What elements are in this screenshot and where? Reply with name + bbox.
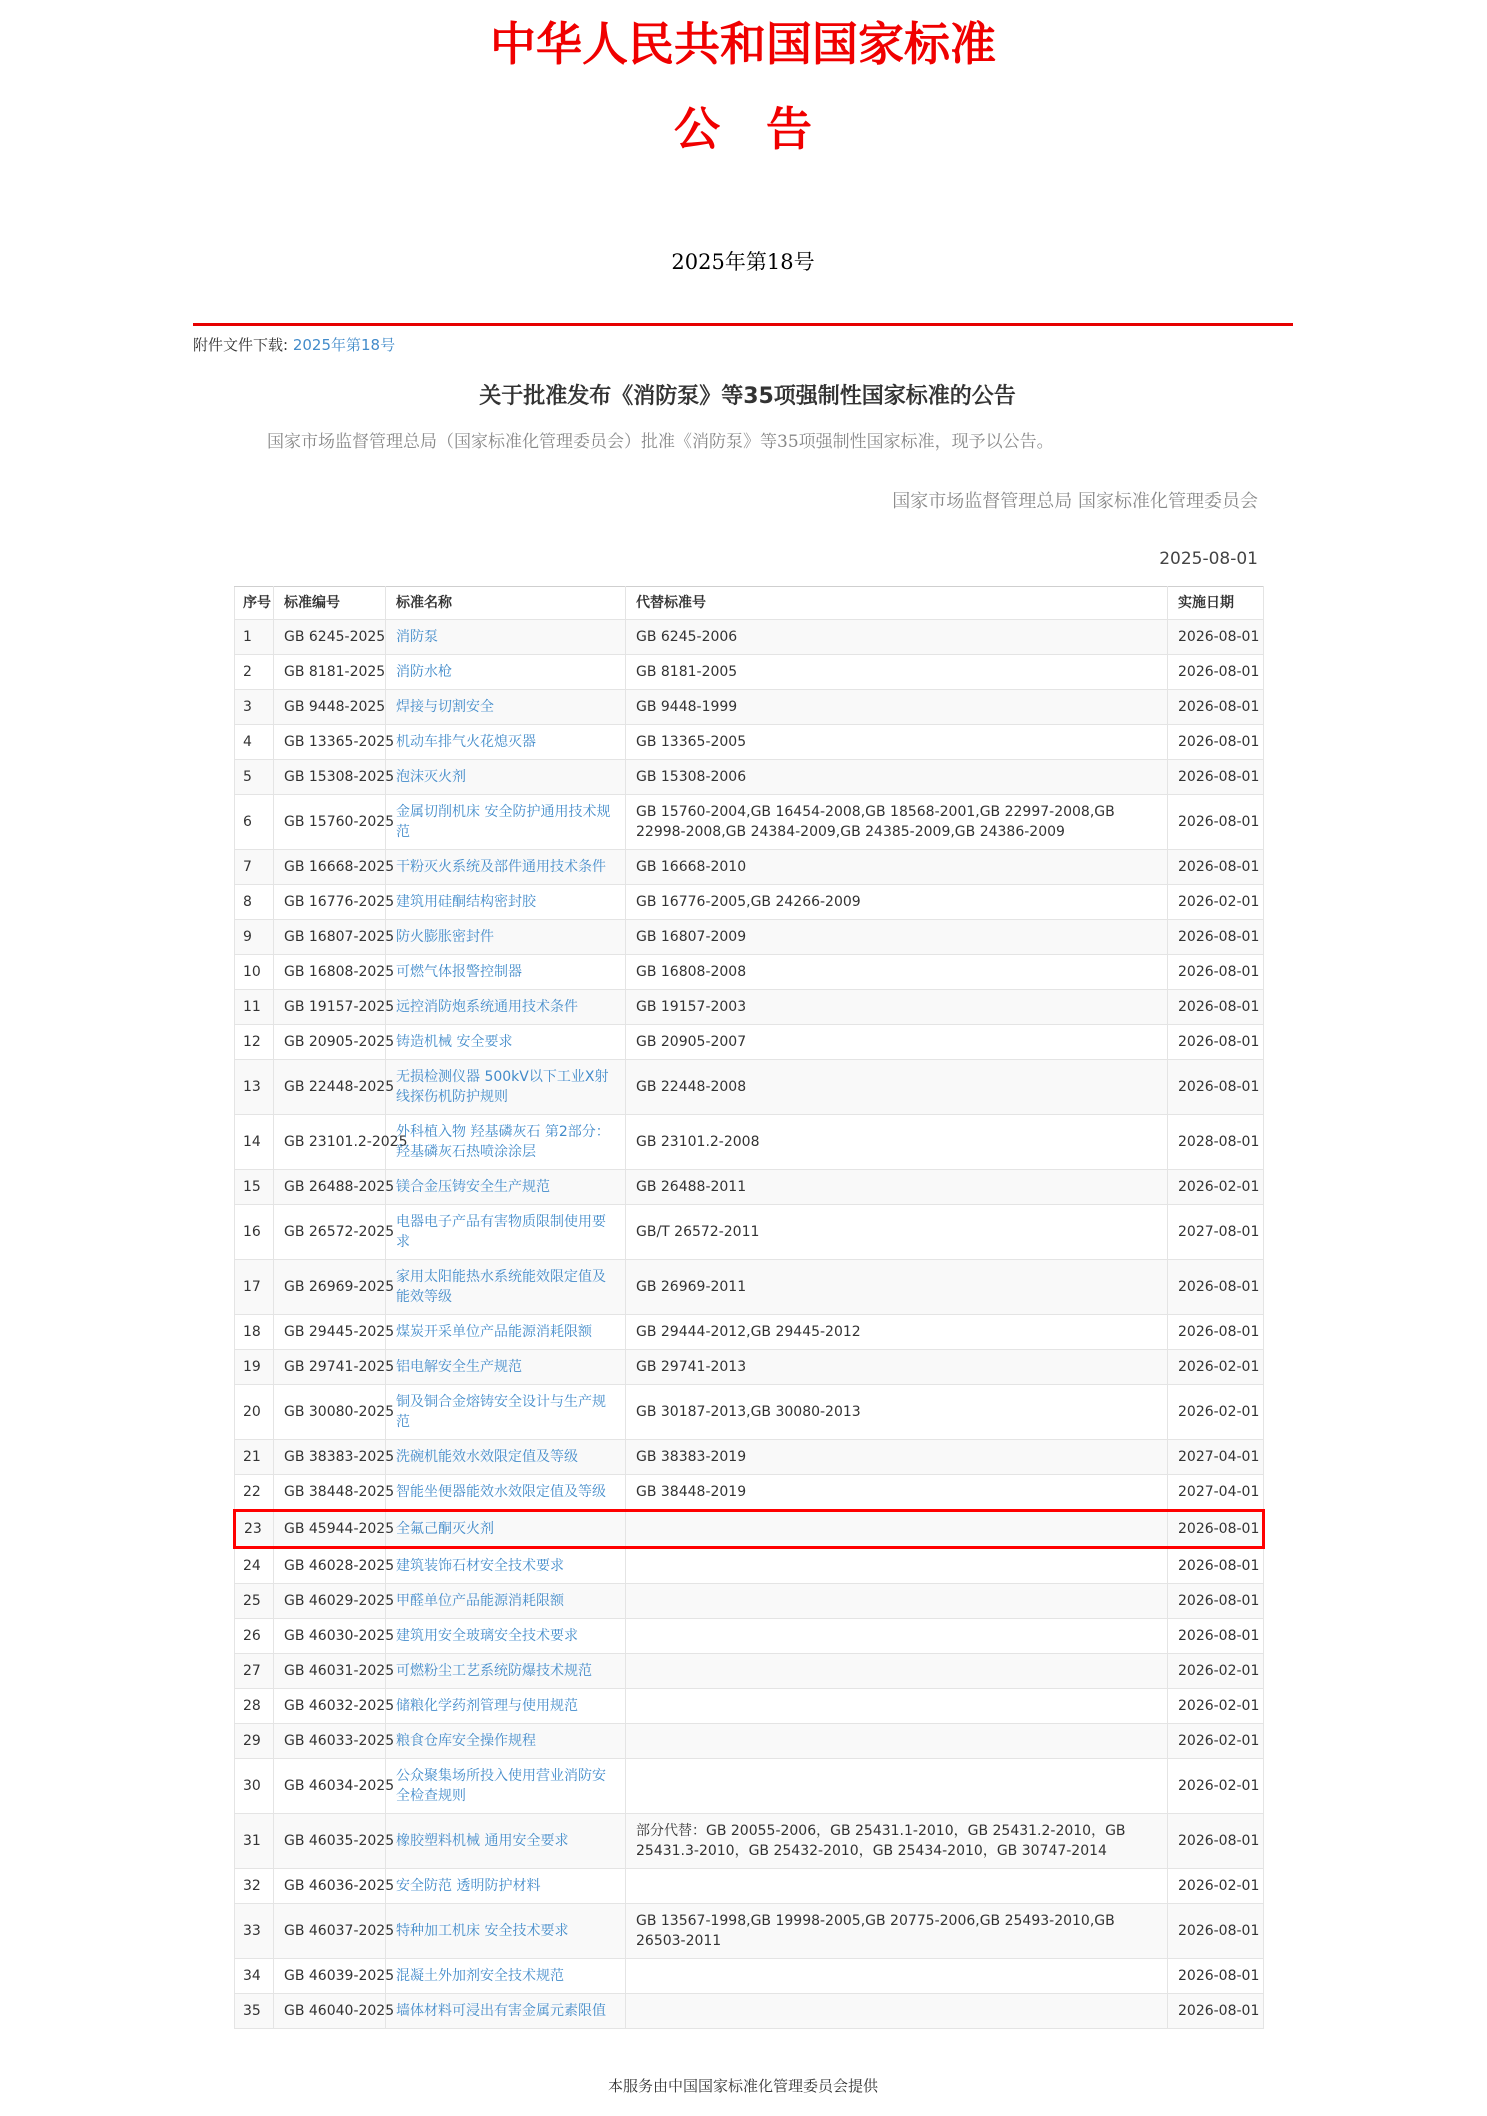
attachment-link[interactable]: 2025年第18号 bbox=[292, 335, 396, 354]
table-row bbox=[235, 1475, 1264, 1511]
code-cell: GB 8181-2025 bbox=[274, 655, 386, 690]
replaces-cell bbox=[626, 1689, 1168, 1724]
table-row bbox=[235, 1440, 1264, 1475]
replaces-cell: GB 20905-2007 bbox=[626, 1025, 1168, 1060]
date-cell: 2026-08-01 bbox=[1168, 620, 1264, 655]
table-row bbox=[235, 1904, 1264, 1959]
code-cell: GB 46039-2025 bbox=[274, 1959, 386, 1994]
code-cell: GB 46028-2025 bbox=[274, 1548, 386, 1584]
name-cell bbox=[386, 1994, 626, 2029]
code-cell: GB 16808-2025 bbox=[274, 955, 386, 990]
standards-table-body bbox=[235, 620, 1264, 2029]
name-cell bbox=[386, 760, 626, 795]
seq-cell: 16 bbox=[235, 1205, 274, 1260]
code-cell: GB 6245-2025 bbox=[274, 620, 386, 655]
standard-name-link[interactable]: 智能坐便器能效水效限定值及等级 bbox=[396, 1484, 606, 1501]
code-cell: GB 46037-2025 bbox=[274, 1904, 386, 1959]
standard-name-link[interactable]: 铝电解安全生产规范 bbox=[396, 1359, 522, 1376]
table-row bbox=[235, 1759, 1264, 1814]
replaces-cell: GB 26488-2011 bbox=[626, 1170, 1168, 1205]
code-cell: GB 16668-2025 bbox=[274, 850, 386, 885]
date-cell: 2026-08-01 bbox=[1168, 920, 1264, 955]
name-cell bbox=[386, 920, 626, 955]
seq-cell: 11 bbox=[235, 990, 274, 1025]
seq-cell: 28 bbox=[235, 1689, 274, 1724]
name-cell bbox=[386, 795, 626, 850]
name-cell bbox=[386, 990, 626, 1025]
code-cell: GB 46030-2025 bbox=[274, 1619, 386, 1654]
standard-name-link[interactable]: 洗碗机能效水效限定值及等级 bbox=[396, 1449, 578, 1466]
announcement-page bbox=[193, 0, 1293, 2116]
standard-name-link[interactable]: 机动车排气火花熄灭器 bbox=[396, 734, 536, 751]
standard-name-link[interactable]: 外科植入物 羟基磷灰石 第2部分：羟基磷灰石热喷涂涂层 bbox=[396, 1124, 610, 1161]
replaces-cell: GB 8181-2005 bbox=[626, 655, 1168, 690]
replaces-cell: GB 16808-2008 bbox=[626, 955, 1168, 990]
standard-name-link[interactable]: 公众聚集场所投入使用营业消防安全检查规则 bbox=[396, 1768, 606, 1805]
code-cell: GB 26969-2025 bbox=[274, 1260, 386, 1315]
standard-name-link[interactable]: 消防泵 bbox=[396, 629, 438, 646]
standard-name-link[interactable]: 干粉灭火系统及部件通用技术条件 bbox=[396, 859, 606, 876]
code-cell: GB 38448-2025 bbox=[274, 1475, 386, 1511]
standard-name-link[interactable]: 电器电子产品有害物质限制使用要求 bbox=[396, 1214, 606, 1251]
standard-name-link[interactable]: 粮食仓库安全操作规程 bbox=[396, 1733, 536, 1750]
code-cell: GB 26572-2025 bbox=[274, 1205, 386, 1260]
code-cell: GB 29741-2025 bbox=[274, 1350, 386, 1385]
name-cell bbox=[386, 1260, 626, 1315]
date-cell: 2026-02-01 bbox=[1168, 1385, 1264, 1440]
table-row bbox=[235, 1869, 1264, 1904]
date-cell: 2026-08-01 bbox=[1168, 1548, 1264, 1584]
date-cell: 2026-08-01 bbox=[1168, 1814, 1264, 1869]
column-header-seq: 序号 bbox=[235, 587, 274, 620]
replaces-cell: GB 15760-2004,GB 16454-2008,GB 18568-2001,GB 22997-2008,GB 22998-2008,GB 24384-2009,GB 24385-2009,GB 24386-2009 bbox=[626, 795, 1168, 850]
code-cell: GB 46031-2025 bbox=[274, 1654, 386, 1689]
code-cell: GB 22448-2025 bbox=[274, 1060, 386, 1115]
issue-number: 2025年第18号 bbox=[671, 249, 815, 274]
table-row bbox=[235, 1959, 1264, 1994]
code-cell: GB 13365-2025 bbox=[274, 725, 386, 760]
replaces-cell: GB 29444-2012,GB 29445-2012 bbox=[626, 1315, 1168, 1350]
name-cell bbox=[386, 725, 626, 760]
replaces-cell bbox=[626, 1584, 1168, 1619]
date-cell: 2026-02-01 bbox=[1168, 1869, 1264, 1904]
replaces-cell bbox=[626, 1994, 1168, 2029]
date-cell: 2026-08-01 bbox=[1168, 795, 1264, 850]
table-row bbox=[235, 620, 1264, 655]
date-cell: 2027-04-01 bbox=[1168, 1475, 1264, 1511]
standard-name-link[interactable]: 甲醛单位产品能源消耗限额 bbox=[396, 1593, 564, 1610]
name-cell bbox=[386, 1385, 626, 1440]
date-cell: 2026-08-01 bbox=[1168, 760, 1264, 795]
notice-body: 国家市场监督管理总局（国家标准化管理委员会）批准《消防泵》等35项强制性国家标准，现予以公告。 bbox=[267, 431, 1054, 452]
seq-cell: 15 bbox=[235, 1170, 274, 1205]
name-cell bbox=[386, 1814, 626, 1869]
date-cell: 2026-08-01 bbox=[1168, 725, 1264, 760]
table-row bbox=[235, 1584, 1264, 1619]
date-cell: 2026-02-01 bbox=[1168, 1654, 1264, 1689]
table-row bbox=[235, 1619, 1264, 1654]
standard-name-link[interactable]: 橡胶塑料机械 通用安全要求 bbox=[396, 1833, 569, 1850]
standard-name-link[interactable]: 镁合金压铸安全生产规范 bbox=[396, 1179, 550, 1196]
publish-date: 2025-08-01 bbox=[1159, 549, 1258, 570]
replaces-cell: GB 19157-2003 bbox=[626, 990, 1168, 1025]
seq-cell: 32 bbox=[235, 1869, 274, 1904]
seq-cell: 35 bbox=[235, 1994, 274, 2029]
standard-name-link[interactable]: 泡沫灭火剂 bbox=[396, 769, 466, 786]
replaces-cell: GB 16776-2005,GB 24266-2009 bbox=[626, 885, 1168, 920]
table-header-row bbox=[235, 587, 1264, 620]
seq-cell: 12 bbox=[235, 1025, 274, 1060]
seq-cell: 30 bbox=[235, 1759, 274, 1814]
seq-cell: 33 bbox=[235, 1904, 274, 1959]
red-divider-line bbox=[193, 323, 1293, 326]
replaces-cell: GB 15308-2006 bbox=[626, 760, 1168, 795]
date-cell: 2026-08-01 bbox=[1168, 1060, 1264, 1115]
standard-name-link[interactable]: 安全防范 透明防护材料 bbox=[396, 1878, 541, 1895]
seq-cell: 21 bbox=[235, 1440, 274, 1475]
announcement-title: 公 告 bbox=[674, 102, 812, 157]
date-cell: 2026-08-01 bbox=[1168, 1584, 1264, 1619]
table-row bbox=[235, 655, 1264, 690]
code-cell: GB 46035-2025 bbox=[274, 1814, 386, 1869]
name-cell bbox=[386, 1115, 626, 1170]
code-cell: GB 46029-2025 bbox=[274, 1584, 386, 1619]
column-header-code: 标准编号 bbox=[274, 587, 386, 620]
code-cell: GB 46033-2025 bbox=[274, 1724, 386, 1759]
name-cell bbox=[386, 1060, 626, 1115]
date-cell: 2026-08-01 bbox=[1168, 690, 1264, 725]
standard-name-link[interactable]: 家用太阳能热水系统能效限定值及能效等级 bbox=[396, 1269, 606, 1306]
replaces-cell: GB 29741-2013 bbox=[626, 1350, 1168, 1385]
table-row bbox=[235, 1025, 1264, 1060]
notice-content bbox=[233, 379, 1262, 2030]
name-cell bbox=[386, 1959, 626, 1994]
date-cell: 2026-08-01 bbox=[1168, 1959, 1264, 1994]
seq-cell: 20 bbox=[235, 1385, 274, 1440]
standard-name-link[interactable]: 金属切削机床 安全防护通用技术规范 bbox=[396, 804, 611, 841]
table-row bbox=[235, 1548, 1264, 1584]
date-cell: 2026-08-01 bbox=[1168, 1260, 1264, 1315]
seq-cell: 14 bbox=[235, 1115, 274, 1170]
seq-cell: 9 bbox=[235, 920, 274, 955]
name-cell bbox=[386, 620, 626, 655]
replaces-cell: GB 38448-2019 bbox=[626, 1475, 1168, 1511]
table-row bbox=[235, 1315, 1264, 1350]
seq-cell: 22 bbox=[235, 1475, 274, 1511]
code-cell: GB 9448-2025 bbox=[274, 690, 386, 725]
table-row bbox=[235, 1385, 1264, 1440]
attachment-label: 附件文件下载: bbox=[193, 335, 289, 354]
seq-cell: 19 bbox=[235, 1350, 274, 1385]
table-row bbox=[235, 725, 1264, 760]
date-cell: 2026-02-01 bbox=[1168, 1724, 1264, 1759]
seq-cell: 6 bbox=[235, 795, 274, 850]
page-title: 中华人民共和国国家标准 bbox=[490, 17, 996, 71]
standard-name-link[interactable]: 建筑用硅酮结构密封胶 bbox=[396, 894, 536, 911]
standard-name-link[interactable]: 无损检测仪器 500kV以下工业X射线探伤机防护规则 bbox=[396, 1069, 609, 1106]
standard-name-link[interactable]: 远控消防炮系统通用技术条件 bbox=[396, 999, 578, 1016]
seq-cell: 24 bbox=[235, 1548, 274, 1584]
name-cell bbox=[386, 850, 626, 885]
table-row bbox=[235, 920, 1264, 955]
replaces-cell bbox=[626, 1654, 1168, 1689]
seq-cell: 18 bbox=[235, 1315, 274, 1350]
code-cell: GB 16807-2025 bbox=[274, 920, 386, 955]
standard-name-link[interactable]: 铜及铜合金熔铸安全设计与生产规范 bbox=[396, 1394, 606, 1431]
date-cell: 2026-08-01 bbox=[1168, 1904, 1264, 1959]
replaces-cell bbox=[626, 1759, 1168, 1814]
standard-name-link[interactable]: 建筑用安全玻璃安全技术要求 bbox=[396, 1628, 578, 1645]
name-cell bbox=[386, 1025, 626, 1060]
standard-name-link[interactable]: 储粮化学药剂管理与使用规范 bbox=[396, 1698, 578, 1715]
replaces-cell: GB 22448-2008 bbox=[626, 1060, 1168, 1115]
code-cell: GB 26488-2025 bbox=[274, 1170, 386, 1205]
date-cell: 2026-08-01 bbox=[1168, 1994, 1264, 2029]
standard-name-link[interactable]: 全氟己酮灭火剂 bbox=[396, 1521, 494, 1538]
standard-name-link[interactable]: 煤炭开采单位产品能源消耗限额 bbox=[396, 1324, 592, 1341]
name-cell bbox=[386, 690, 626, 725]
replaces-cell: GB 6245-2006 bbox=[626, 620, 1168, 655]
date-cell: 2026-02-01 bbox=[1168, 885, 1264, 920]
name-cell bbox=[386, 1869, 626, 1904]
notice-title: 关于批准发布《消防泵》等35项强制性国家标准的公告 bbox=[479, 383, 1016, 409]
seq-cell: 23 bbox=[235, 1511, 274, 1548]
name-cell bbox=[386, 1724, 626, 1759]
date-cell: 2026-02-01 bbox=[1168, 1689, 1264, 1724]
code-cell: GB 15760-2025 bbox=[274, 795, 386, 850]
replaces-cell: 部分代替：GB 20055-2006，GB 25431.1-2010，GB 25431.2-2010，GB 25431.3-2010，GB 25432-2010，GB 25434-2010，GB 30747-2014 bbox=[626, 1814, 1168, 1869]
column-header-replaces: 代替标准号 bbox=[626, 587, 1168, 620]
replaces-cell: GB 13567-1998,GB 19998-2005,GB 20775-2006,GB 25493-2010,GB 26503-2011 bbox=[626, 1904, 1168, 1959]
seq-cell: 34 bbox=[235, 1959, 274, 1994]
date-cell: 2027-08-01 bbox=[1168, 1205, 1264, 1260]
table-row bbox=[235, 1511, 1264, 1548]
standards-table bbox=[233, 586, 1265, 2029]
date-cell: 2026-02-01 bbox=[1168, 1350, 1264, 1385]
table-row bbox=[235, 1654, 1264, 1689]
table-row bbox=[235, 795, 1264, 850]
replaces-cell: GB 16807-2009 bbox=[626, 920, 1168, 955]
standard-name-link[interactable]: 可燃气体报警控制器 bbox=[396, 964, 522, 981]
code-cell: GB 29445-2025 bbox=[274, 1315, 386, 1350]
seq-cell: 2 bbox=[235, 655, 274, 690]
seq-cell: 29 bbox=[235, 1724, 274, 1759]
name-cell bbox=[386, 655, 626, 690]
name-cell bbox=[386, 1654, 626, 1689]
standard-name-link[interactable]: 建筑装饰石材安全技术要求 bbox=[396, 1558, 564, 1575]
name-cell bbox=[386, 1759, 626, 1814]
date-cell: 2026-08-01 bbox=[1168, 1619, 1264, 1654]
code-cell: GB 46032-2025 bbox=[274, 1689, 386, 1724]
seq-cell: 5 bbox=[235, 760, 274, 795]
name-cell bbox=[386, 1904, 626, 1959]
name-cell bbox=[386, 1440, 626, 1475]
table-row bbox=[235, 1205, 1264, 1260]
standard-name-link[interactable]: 焊接与切割安全 bbox=[396, 699, 494, 716]
name-cell bbox=[386, 955, 626, 990]
name-cell bbox=[386, 1584, 626, 1619]
code-cell: GB 46034-2025 bbox=[274, 1759, 386, 1814]
seq-cell: 10 bbox=[235, 955, 274, 990]
name-cell bbox=[386, 1350, 626, 1385]
table-row bbox=[235, 850, 1264, 885]
name-cell bbox=[386, 1315, 626, 1350]
name-cell bbox=[386, 1511, 626, 1548]
issuing-authority-signature: 国家市场监督管理总局 国家标准化管理委员会 bbox=[892, 491, 1258, 513]
seq-cell: 13 bbox=[235, 1060, 274, 1115]
code-cell: GB 46036-2025 bbox=[274, 1869, 386, 1904]
seq-cell: 3 bbox=[235, 690, 274, 725]
replaces-cell: GB 13365-2005 bbox=[626, 725, 1168, 760]
table-row bbox=[235, 885, 1264, 920]
table-row bbox=[235, 1260, 1264, 1315]
code-cell: GB 46040-2025 bbox=[274, 1994, 386, 2029]
table-row bbox=[235, 990, 1264, 1025]
footer-service-note: 本服务由中国国家标准化管理委员会提供 bbox=[607, 2077, 878, 2096]
name-cell bbox=[386, 1205, 626, 1260]
date-cell: 2026-08-01 bbox=[1168, 850, 1264, 885]
table-row bbox=[235, 1170, 1264, 1205]
date-cell: 2028-08-01 bbox=[1168, 1115, 1264, 1170]
code-cell: GB 16776-2025 bbox=[274, 885, 386, 920]
table-row bbox=[235, 1994, 1264, 2029]
date-cell: 2026-08-01 bbox=[1168, 955, 1264, 990]
date-cell: 2026-02-01 bbox=[1168, 1170, 1264, 1205]
name-cell bbox=[386, 1619, 626, 1654]
table-row bbox=[235, 690, 1264, 725]
table-row bbox=[235, 760, 1264, 795]
table-row bbox=[235, 1350, 1264, 1385]
table-row bbox=[235, 1115, 1264, 1170]
seq-cell: 27 bbox=[235, 1654, 274, 1689]
date-cell: 2027-04-01 bbox=[1168, 1440, 1264, 1475]
seq-cell: 17 bbox=[235, 1260, 274, 1315]
attachment-row bbox=[193, 334, 1293, 355]
column-header-name: 标准名称 bbox=[386, 587, 626, 620]
code-cell: GB 19157-2025 bbox=[274, 990, 386, 1025]
seq-cell: 7 bbox=[235, 850, 274, 885]
date-cell: 2026-08-01 bbox=[1168, 1511, 1264, 1548]
date-cell: 2026-08-01 bbox=[1168, 990, 1264, 1025]
name-cell bbox=[386, 1475, 626, 1511]
table-row bbox=[235, 1060, 1264, 1115]
standard-name-link[interactable]: 消防水枪 bbox=[396, 664, 452, 681]
replaces-cell: GB 23101.2-2008 bbox=[626, 1115, 1168, 1170]
standard-name-link[interactable]: 墙体材料可浸出有害金属元素限值 bbox=[396, 2003, 606, 2020]
code-cell: GB 15308-2025 bbox=[274, 760, 386, 795]
standard-name-link[interactable]: 铸造机械 安全要求 bbox=[396, 1034, 513, 1051]
code-cell: GB 20905-2025 bbox=[274, 1025, 386, 1060]
name-cell bbox=[386, 1689, 626, 1724]
table-row bbox=[235, 1724, 1264, 1759]
replaces-cell bbox=[626, 1619, 1168, 1654]
replaces-cell: GB 26969-2011 bbox=[626, 1260, 1168, 1315]
standard-name-link[interactable]: 特种加工机床 安全技术要求 bbox=[396, 1923, 569, 1940]
code-cell: GB 38383-2025 bbox=[274, 1440, 386, 1475]
date-cell: 2026-08-01 bbox=[1168, 1025, 1264, 1060]
replaces-cell: GB 9448-1999 bbox=[626, 690, 1168, 725]
name-cell bbox=[386, 1548, 626, 1584]
standard-name-link[interactable]: 可燃粉尘工艺系统防爆技术规范 bbox=[396, 1663, 592, 1680]
standard-name-link[interactable]: 防火膨胀密封件 bbox=[396, 929, 494, 946]
replaces-cell bbox=[626, 1548, 1168, 1584]
table-row bbox=[235, 1814, 1264, 1869]
date-cell: 2026-08-01 bbox=[1168, 1315, 1264, 1350]
replaces-cell bbox=[626, 1959, 1168, 1994]
code-cell: GB 45944-2025 bbox=[274, 1511, 386, 1548]
standard-name-link[interactable]: 混凝土外加剂安全技术规范 bbox=[396, 1968, 564, 1985]
date-cell: 2026-02-01 bbox=[1168, 1759, 1264, 1814]
table-row bbox=[235, 955, 1264, 990]
replaces-cell bbox=[626, 1511, 1168, 1548]
seq-cell: 26 bbox=[235, 1619, 274, 1654]
date-cell: 2026-08-01 bbox=[1168, 655, 1264, 690]
replaces-cell: GB/T 26572-2011 bbox=[626, 1205, 1168, 1260]
table-row bbox=[235, 1689, 1264, 1724]
code-cell: GB 23101.2-2025 bbox=[274, 1115, 386, 1170]
name-cell bbox=[386, 1170, 626, 1205]
replaces-cell: GB 30187-2013,GB 30080-2013 bbox=[626, 1385, 1168, 1440]
replaces-cell bbox=[626, 1869, 1168, 1904]
code-cell: GB 30080-2025 bbox=[274, 1385, 386, 1440]
name-cell bbox=[386, 885, 626, 920]
seq-cell: 8 bbox=[235, 885, 274, 920]
seq-cell: 1 bbox=[235, 620, 274, 655]
replaces-cell bbox=[626, 1724, 1168, 1759]
seq-cell: 31 bbox=[235, 1814, 274, 1869]
column-header-date: 实施日期 bbox=[1168, 587, 1264, 620]
seq-cell: 4 bbox=[235, 725, 274, 760]
replaces-cell: GB 38383-2019 bbox=[626, 1440, 1168, 1475]
seq-cell: 25 bbox=[235, 1584, 274, 1619]
replaces-cell: GB 16668-2010 bbox=[626, 850, 1168, 885]
